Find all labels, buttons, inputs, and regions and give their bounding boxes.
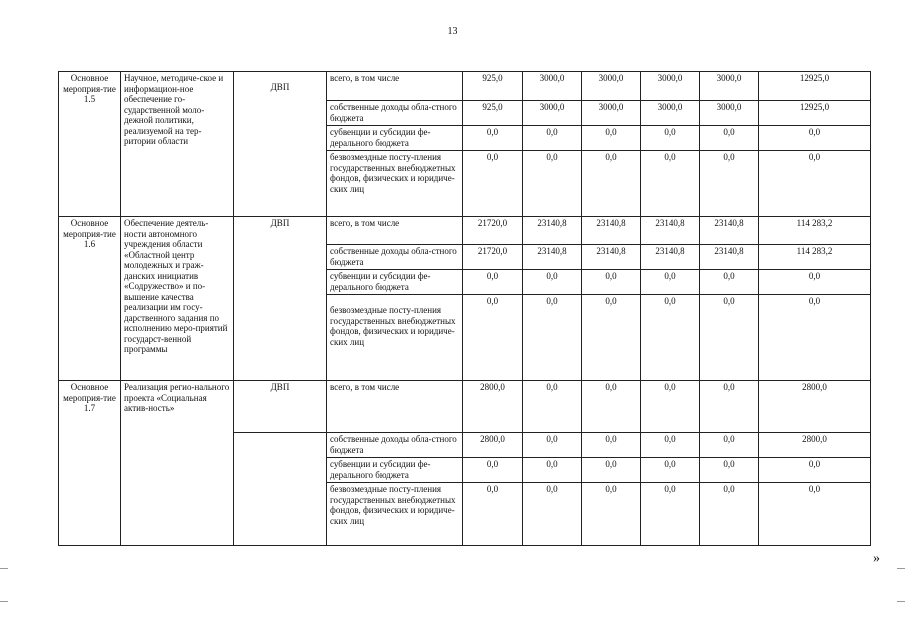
value-cell: 0,0: [463, 458, 523, 483]
funding-source: субвенции и субсидии фе-дерального бюджета: [327, 126, 463, 151]
table-row: [59, 381, 871, 433]
page-number: 13: [447, 26, 458, 37]
value-cell: 2800,0: [463, 381, 523, 433]
value-cell: 23140,8: [582, 217, 641, 245]
value-cell: 0,0: [523, 483, 582, 546]
value-cell: 0,0: [700, 295, 759, 381]
total-cell: 0,0: [759, 126, 871, 151]
value-cell: 3000,0: [641, 72, 700, 101]
value-cell: 0,0: [641, 483, 700, 546]
value-cell: 3000,0: [700, 101, 759, 126]
measure-name: Реализация регио-нального проекта «Социальная актив-ность»: [121, 381, 234, 546]
funding-source: безвозмездные посту-пления государственных внебюджетных фондов, физических и юридиче-ских лиц: [327, 295, 463, 381]
value-cell: 0,0: [523, 433, 582, 458]
responsible-executor: ДВП: [234, 217, 327, 381]
measure-name: Научное, методиче-ское и информацион-ное обеспечение го-сударственной моло-дежной политики, реализуемой на тер-ритории области: [121, 72, 234, 217]
value-cell: 21720,0: [463, 217, 523, 245]
value-cell: 0,0: [582, 433, 641, 458]
value-cell: 0,0: [582, 151, 641, 217]
funding-source: собственные доходы обла-стного бюджета: [327, 245, 463, 270]
funding-source: субвенции и субсидии фе-дерального бюджета: [327, 458, 463, 483]
value-cell: 925,0: [463, 72, 523, 101]
total-cell: 0,0: [759, 458, 871, 483]
funding-source: собственные доходы обла-стного бюджета: [327, 101, 463, 126]
value-cell: 0,0: [641, 295, 700, 381]
total-cell: 0,0: [759, 295, 871, 381]
value-cell: 0,0: [582, 295, 641, 381]
value-cell: 0,0: [463, 295, 523, 381]
value-cell: 21720,0: [463, 245, 523, 270]
funding-source: всего, в том числе: [327, 217, 463, 245]
value-cell: 23140,8: [641, 245, 700, 270]
value-cell: 0,0: [700, 381, 759, 433]
value-cell: 0,0: [700, 151, 759, 217]
value-cell: 0,0: [523, 126, 582, 151]
value-cell: 23140,8: [641, 217, 700, 245]
scan-edge-mark: [897, 568, 905, 569]
scan-edge-mark: [0, 601, 8, 602]
funding-source: всего, в том числе: [327, 72, 463, 101]
value-cell: 0,0: [700, 483, 759, 546]
funding-source: всего, в том числе: [327, 381, 463, 433]
funding-source: безвозмездные посту-пления государственных внебюджетных фондов, физических и юридиче-ских лиц: [327, 483, 463, 546]
value-cell: 0,0: [641, 151, 700, 217]
value-cell: 0,0: [463, 483, 523, 546]
value-cell: 0,0: [523, 458, 582, 483]
closing-quote: »: [873, 551, 880, 566]
measure-code: Основное мероприя-тие 1.6: [59, 217, 121, 381]
value-cell: 0,0: [641, 458, 700, 483]
table-row: [59, 72, 871, 101]
value-cell: 3000,0: [582, 72, 641, 101]
total-cell: 12925,0: [759, 72, 871, 101]
total-cell: 0,0: [759, 151, 871, 217]
total-cell: 2800,0: [759, 381, 871, 433]
value-cell: 3000,0: [523, 101, 582, 126]
responsible-executor: ДВП: [234, 381, 327, 433]
value-cell: 3000,0: [582, 101, 641, 126]
value-cell: 0,0: [700, 433, 759, 458]
value-cell: 0,0: [582, 126, 641, 151]
value-cell: 0,0: [523, 270, 582, 295]
value-cell: 23140,8: [700, 217, 759, 245]
total-cell: 12925,0: [759, 101, 871, 126]
value-cell: 23140,8: [523, 245, 582, 270]
value-cell: 0,0: [523, 295, 582, 381]
total-cell: 114 283,2: [759, 245, 871, 270]
value-cell: 3000,0: [641, 101, 700, 126]
value-cell: 0,0: [641, 381, 700, 433]
value-cell: 0,0: [582, 458, 641, 483]
total-cell: 0,0: [759, 483, 871, 546]
measure-code: Основное мероприя-тие 1.5: [59, 72, 121, 217]
value-cell: 0,0: [582, 270, 641, 295]
value-cell: 0,0: [582, 483, 641, 546]
funding-source: безвозмездные посту-пления государственных внебюджетных фондов, физических и юридиче-ских лиц: [327, 151, 463, 217]
total-cell: 114 283,2: [759, 217, 871, 245]
value-cell: 0,0: [700, 270, 759, 295]
value-cell: 2800,0: [463, 433, 523, 458]
responsible-executor-blank: [234, 433, 327, 546]
measure-name: Обеспечение деятель-ности автономного учреждения области «Областной центр молодежных и граж-данских инициатив «Содружество» и по-вышение качества реализации им госу-дарственного задания по исполнению меро-приятий государст-венной программы: [121, 217, 234, 381]
responsible-executor: ДВП: [234, 72, 327, 217]
value-cell: 0,0: [463, 270, 523, 295]
budget-table: [58, 71, 871, 546]
funding-source: субвенции и субсидии фе-дерального бюджета: [327, 270, 463, 295]
table-row: [59, 217, 871, 245]
value-cell: 0,0: [582, 381, 641, 433]
total-cell: 0,0: [759, 270, 871, 295]
value-cell: 0,0: [700, 126, 759, 151]
value-cell: 0,0: [641, 270, 700, 295]
scan-edge-mark: [897, 601, 905, 602]
value-cell: 0,0: [463, 151, 523, 217]
value-cell: 0,0: [641, 433, 700, 458]
value-cell: 925,0: [463, 101, 523, 126]
value-cell: 0,0: [463, 126, 523, 151]
value-cell: 23140,8: [582, 245, 641, 270]
scan-edge-mark: [0, 568, 8, 569]
value-cell: 0,0: [523, 151, 582, 217]
value-cell: 0,0: [700, 458, 759, 483]
value-cell: 3000,0: [700, 72, 759, 101]
value-cell: 0,0: [523, 381, 582, 433]
value-cell: 0,0: [641, 126, 700, 151]
value-cell: 3000,0: [523, 72, 582, 101]
measure-code: Основное мероприя-тие 1.7: [59, 381, 121, 546]
total-cell: 2800,0: [759, 433, 871, 458]
value-cell: 23140,8: [523, 217, 582, 245]
value-cell: 23140,8: [700, 245, 759, 270]
funding-source: собственные доходы обла-стного бюджета: [327, 433, 463, 458]
